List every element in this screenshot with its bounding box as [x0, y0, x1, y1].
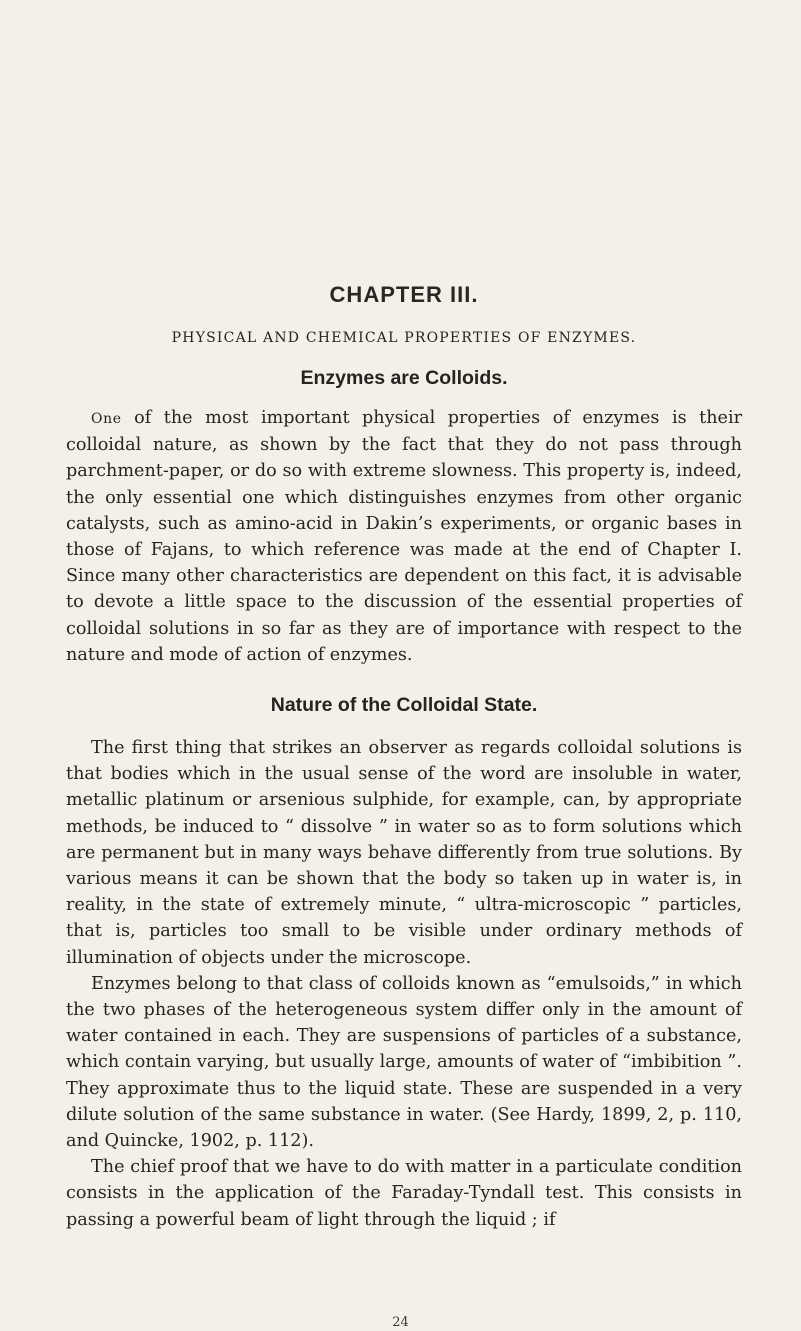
page-number: 24 — [392, 1315, 409, 1330]
chapter-subtitle: PHYSICAL AND CHEMICAL PROPERTIES OF ENZYMES. — [171, 330, 637, 346]
chapter-title: CHAPTER III. — [329, 282, 479, 307]
section-heading-colloidal-state: Nature of the Colloidal State. — [270, 694, 538, 717]
paragraph: The first thing that strikes an observer as regards colloidal solutions is that bodies which in the usual sense of the word are insoluble in water, metallic platinum or arsenious sulphide, for example, can, by appropriate methods, be induced to “ dissolve ” in water so as to form solutions which are permanent but in many ways behave differently from true solutions. By various means it can be shown that the body so taken up in water is, in reality, in the state of extremely minute, “ ultra-microscopic ” particles, that is, particles too small to be visible under ordinary methods of illumination of objects under the microscope. — [66, 738, 742, 968]
book-page — [66, 282, 742, 1233]
paragraph — [66, 405, 742, 668]
paragraph-text: of the most important physical properties of enzymes is their colloidal nature, as shown by the fact that they do not pass through parchment-paper, or do so with extreme slowness. This property is, indeed, the only essential one which distinguishes enzymes from other organic catalysts, such as amino-acid in Dakin’s experiments, or organic bases in those of Fajans, to which reference was made at the end of Chapter I. Since many other characteristics are dependent on this fact, it is advisable to devote a little space to the discussion of the essential properties of colloidal solutions in so far as they are of importance with respect to the nature and mode of action of enzymes. — [66, 408, 742, 665]
paragraph: The chief proof that we have to do with matter in a particulate condition consists in the application of the Faraday-Tyndall test. This consists in passing a powerful beam of light through the liquid ; if — [66, 1157, 742, 1230]
section-heading-colloids: Enzymes are Colloids. — [300, 367, 508, 389]
paragraph: Enzymes belong to that class of colloids known as “emulsoids,” in which the two phases of the heterogeneous system differ only in the amount of water contained in each. They are suspensions of particles of a substance, which contain varying, but usually large, amounts of water of “imbibition ”. They approximate thus to the liquid state. These are suspended in a very dilute solution of the same substance in water. (See Hardy, 1899, 2, p. 110, and Quincke, 1902, p. 112). — [66, 973, 742, 1152]
small-caps-lead: One — [91, 411, 122, 427]
